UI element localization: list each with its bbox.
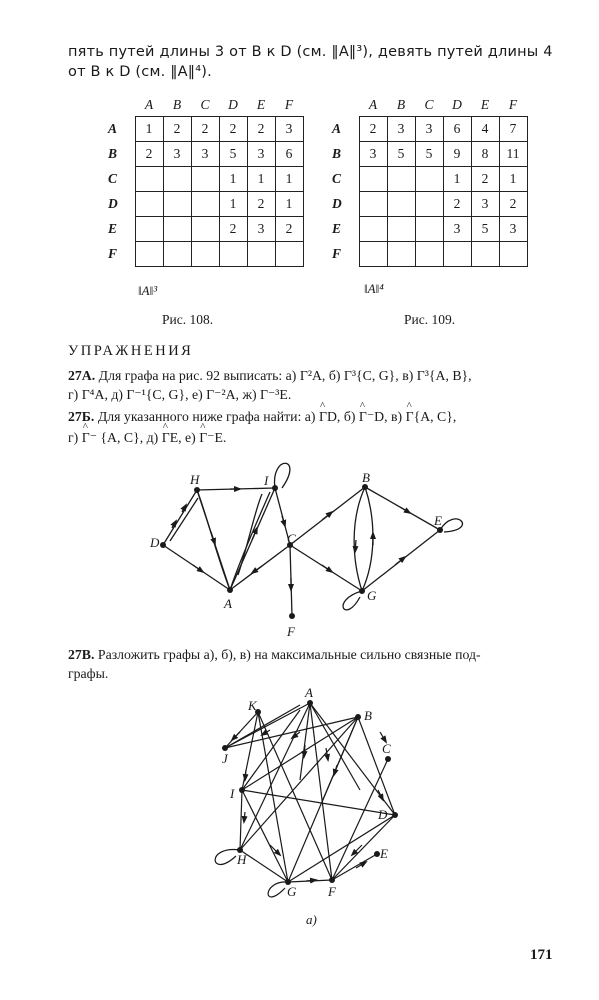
node-f bbox=[289, 613, 295, 619]
node-d bbox=[392, 812, 398, 818]
edge bbox=[170, 498, 198, 541]
matrix-cell: 2 bbox=[275, 217, 303, 242]
edge bbox=[240, 703, 310, 850]
edge bbox=[362, 487, 373, 591]
row-header: C bbox=[332, 171, 342, 186]
node-label: K bbox=[248, 698, 257, 713]
node-label: G bbox=[367, 588, 377, 603]
edge-loop bbox=[268, 882, 288, 897]
node-d bbox=[160, 542, 166, 548]
node-label: F bbox=[287, 624, 295, 639]
matrix-cell: 1 bbox=[247, 167, 275, 192]
matrix-cell: 3 bbox=[247, 217, 275, 242]
column-header: C bbox=[424, 97, 434, 112]
matrix-cell: 6 bbox=[275, 142, 303, 167]
matrix-cell: 8 bbox=[471, 142, 499, 167]
exercise-27v-line-2: графы. bbox=[68, 666, 109, 681]
matrix-cell: 1 bbox=[135, 117, 163, 142]
edge-arrow bbox=[395, 557, 405, 565]
intro-line-1: пять путей длины 3 от B к D (см. ‖A‖³), девять путей длины 4 bbox=[68, 44, 553, 60]
matrix-cell: 2 bbox=[219, 217, 247, 242]
matrix-cell: 2 bbox=[471, 167, 499, 192]
page-number: 171 bbox=[530, 947, 553, 963]
exercise-27v-line-1 bbox=[68, 647, 588, 663]
exercise-27b-text: Для указанного ниже графа найти: а) bbox=[94, 409, 319, 424]
edge bbox=[354, 487, 365, 591]
matrix-cell: 1 bbox=[499, 167, 527, 192]
matrix-cell: 3 bbox=[191, 142, 219, 167]
column-header: B bbox=[172, 97, 182, 112]
matrix-cell: 5 bbox=[219, 142, 247, 167]
edge bbox=[225, 712, 258, 748]
matrix-cell: 4 bbox=[471, 117, 499, 142]
matrix-cell: 3 bbox=[275, 117, 303, 142]
node-label: I bbox=[264, 473, 269, 488]
row-header: B bbox=[332, 146, 342, 161]
edge bbox=[358, 717, 395, 815]
node-i bbox=[239, 787, 245, 793]
gamma-hat-symbol: ^ Γ bbox=[319, 409, 327, 425]
edge-arrow bbox=[322, 565, 332, 572]
column-header: C bbox=[200, 97, 210, 112]
column-header: F bbox=[284, 97, 294, 112]
matrix-cell: 3 bbox=[471, 192, 499, 217]
node-label: E bbox=[380, 846, 388, 861]
matrix-cell: 3 bbox=[415, 117, 443, 142]
node-label: J bbox=[222, 751, 228, 766]
matrix-cell: 3 bbox=[359, 142, 387, 167]
node-b bbox=[355, 714, 361, 720]
node-c bbox=[385, 756, 391, 762]
edge-loop bbox=[440, 519, 463, 532]
row-header: F bbox=[108, 246, 118, 261]
matrix-cell: 2 bbox=[443, 192, 471, 217]
edge-loop bbox=[343, 591, 362, 610]
edge-arrow bbox=[252, 566, 262, 573]
exercise-27b-text: D, б) bbox=[326, 409, 359, 424]
exercise-27b-text: ⁻D, в) bbox=[366, 409, 406, 424]
edge bbox=[163, 490, 197, 545]
matrix-109-label: ‖A‖⁴ bbox=[364, 281, 384, 296]
exercise-27v-number: 27В. bbox=[68, 647, 95, 662]
row-header: D bbox=[332, 196, 342, 211]
node-label: C bbox=[382, 741, 391, 756]
row-header: F bbox=[332, 246, 342, 261]
row-header: B bbox=[108, 146, 118, 161]
matrix-cell: 2 bbox=[135, 142, 163, 167]
matrix-cell: 2 bbox=[163, 117, 191, 142]
matrix-cell: 2 bbox=[247, 192, 275, 217]
exercise-27b-text: ⁻ {A, C}, д) bbox=[89, 430, 162, 445]
node-f bbox=[329, 877, 335, 883]
edge-arrow bbox=[355, 540, 356, 552]
row-header: E bbox=[108, 221, 118, 236]
edge-arrow bbox=[282, 516, 285, 526]
node-label: E bbox=[434, 513, 442, 528]
gamma-hat-symbol: ^ Γ bbox=[199, 430, 207, 446]
gamma-hat-symbol: ^ Γ bbox=[82, 430, 90, 446]
column-header: E bbox=[256, 97, 266, 112]
node-label: B bbox=[362, 470, 370, 485]
matrix-cell: 5 bbox=[415, 142, 443, 167]
node-a bbox=[307, 700, 313, 706]
matrix-cell: 7 bbox=[499, 117, 527, 142]
matrix-cell: 3 bbox=[499, 217, 527, 242]
node-h bbox=[194, 487, 200, 493]
node-label: G bbox=[287, 884, 297, 899]
matrix-cell: 5 bbox=[387, 142, 415, 167]
edge bbox=[240, 717, 358, 850]
column-header: B bbox=[396, 97, 406, 112]
row-header: D bbox=[108, 196, 118, 211]
node-i bbox=[272, 485, 278, 491]
figure-108-caption: Рис. 108. bbox=[162, 312, 214, 327]
node-label: C bbox=[287, 531, 296, 546]
matrix-cell: 1 bbox=[219, 167, 247, 192]
edge-loop bbox=[275, 463, 290, 488]
matrix-cell: 9 bbox=[443, 142, 471, 167]
node-label: A bbox=[305, 685, 313, 700]
gamma-hat-symbol: ^ Γ bbox=[406, 409, 414, 425]
intro-line-2: от B к D (см. ‖A‖⁴). bbox=[68, 64, 212, 80]
matrix-cell: 2 bbox=[499, 192, 527, 217]
node-label: D bbox=[150, 535, 160, 550]
matrix-108-label: ‖A‖³ bbox=[138, 283, 158, 298]
edge bbox=[332, 854, 377, 880]
node-label: A bbox=[224, 596, 232, 611]
node-label: H bbox=[190, 472, 200, 487]
matrix-cell: 2 bbox=[359, 117, 387, 142]
column-header: A bbox=[368, 97, 378, 112]
column-header: D bbox=[228, 97, 238, 112]
edge-arrow bbox=[232, 732, 240, 740]
edge bbox=[240, 850, 288, 882]
row-header: A bbox=[108, 121, 118, 136]
exercise-27b-number: 27Б. bbox=[68, 409, 95, 424]
edge bbox=[310, 703, 360, 790]
exercise-27b-text: ⁻E. bbox=[207, 430, 227, 445]
matrix-cell: 3 bbox=[247, 142, 275, 167]
matrix-cell: 5 bbox=[471, 217, 499, 242]
node-label: F bbox=[328, 884, 336, 899]
exercise-27a-number: 27А. bbox=[68, 368, 96, 383]
node-a bbox=[227, 587, 233, 593]
matrix-cell: 11 bbox=[499, 142, 527, 167]
node-g bbox=[359, 588, 365, 594]
exercise-27b-text: E, е) bbox=[169, 430, 200, 445]
edge-arrow bbox=[334, 765, 337, 775]
node-label: H bbox=[237, 852, 247, 867]
exercise-27a-text-1: Для графа на рис. 92 выписать: а) Γ²A, б) Γ³{C, G}, в) Γ³{A, B}, bbox=[95, 368, 472, 383]
matrix-cell: 1 bbox=[219, 192, 247, 217]
edge bbox=[288, 815, 395, 882]
edge bbox=[197, 490, 230, 590]
edge-arrow bbox=[245, 770, 246, 780]
edge-arrow bbox=[193, 565, 203, 572]
column-header: D bbox=[452, 97, 462, 112]
exercise-27a-line-2: г) Γ⁴A, д) Γ⁻¹{C, G}, е) Γ⁻²A, ж) Γ⁻³E. bbox=[68, 387, 292, 402]
exercise-27b-text: г) bbox=[68, 430, 82, 445]
column-header: E bbox=[480, 97, 490, 112]
row-header: C bbox=[108, 171, 118, 186]
gamma-hat-symbol: ^ Γ bbox=[359, 409, 367, 425]
exercise-27b-text: {A, C}, bbox=[413, 409, 457, 424]
gamma-hat-symbol: ^ Γ bbox=[162, 430, 170, 446]
matrix-cell: 3 bbox=[443, 217, 471, 242]
matrix-cell: 6 bbox=[443, 117, 471, 142]
edge bbox=[240, 790, 242, 850]
graph-27v-edges bbox=[215, 703, 395, 897]
edge-arrow bbox=[326, 748, 328, 760]
exercises-heading: УПРАЖНЕНИЯ bbox=[68, 343, 194, 359]
matrix-cell: 3 bbox=[387, 117, 415, 142]
matrix-cell: 2 bbox=[191, 117, 219, 142]
edge bbox=[310, 703, 332, 880]
figure-109-caption: Рис. 109. bbox=[404, 312, 456, 327]
edge-arrow bbox=[322, 512, 332, 520]
matrix-cell: 2 bbox=[219, 117, 247, 142]
edge-arrow bbox=[244, 812, 245, 822]
node-label: I bbox=[230, 786, 235, 801]
node-label: B bbox=[364, 708, 372, 723]
matrix-cell: 1 bbox=[443, 167, 471, 192]
column-header: A bbox=[144, 97, 154, 112]
row-header: E bbox=[332, 221, 342, 236]
row-header: A bbox=[332, 121, 342, 136]
graph-27v-caption: а) bbox=[306, 912, 317, 927]
matrix-cell: 3 bbox=[163, 142, 191, 167]
edge-arrow bbox=[378, 790, 383, 800]
node-label: D bbox=[378, 807, 388, 822]
edge-arrow bbox=[400, 507, 410, 513]
edge-arrow bbox=[252, 528, 257, 540]
matrix-cell: 1 bbox=[275, 192, 303, 217]
graph-27b-edges bbox=[163, 463, 463, 616]
edge bbox=[238, 494, 262, 575]
matrix-cell: 2 bbox=[247, 117, 275, 142]
matrix-cell: 1 bbox=[275, 167, 303, 192]
exercise-27v-text-1: Разложить графы а), б), в) на максимальные сильно связные под- bbox=[94, 647, 481, 662]
column-header: F bbox=[508, 97, 518, 112]
